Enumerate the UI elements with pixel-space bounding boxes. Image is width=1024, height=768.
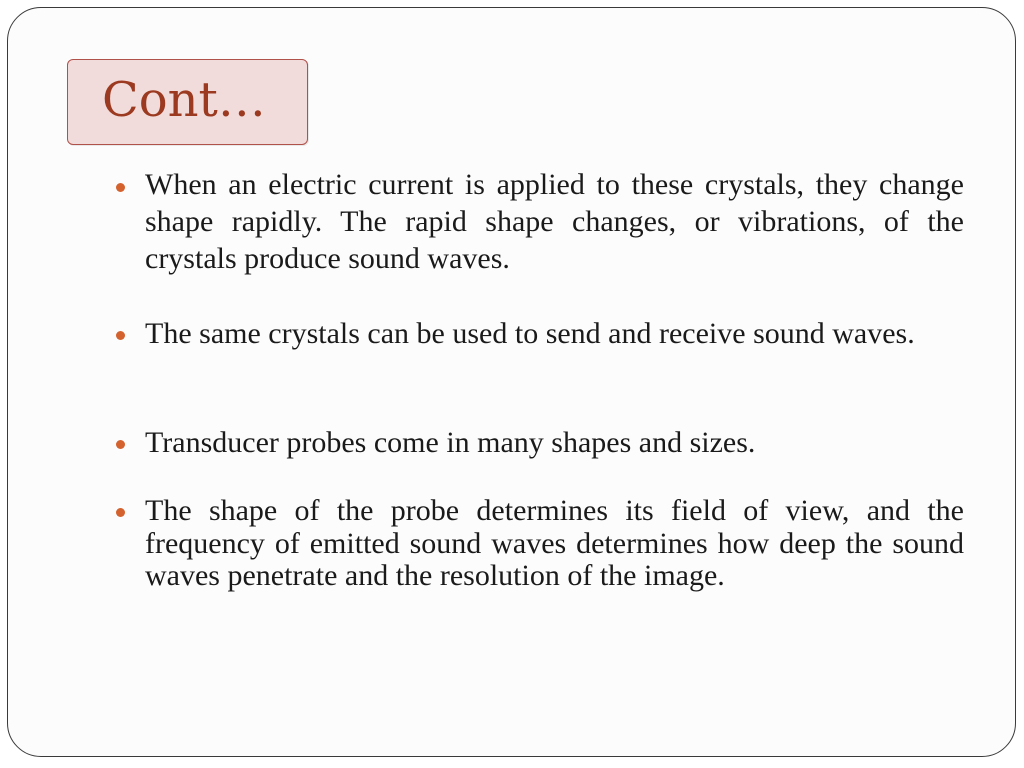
bullet-text: The same crystals can be used to send and receive sound waves. <box>145 317 915 350</box>
bullet-text: Transducer probes come in many shapes and sizes. <box>145 426 756 459</box>
bullet-text: When an electric current is applied to these crystals, they change shape rapidly. The rapid shape changes, or vibrations, of the crystals produce sound waves. <box>145 168 964 275</box>
bullet-dot-icon <box>116 331 125 340</box>
bullet-dot-icon <box>116 508 125 517</box>
bullet-text: The shape of the probe determines its field of view, and the frequency of emitted sound waves determines how deep the sound waves penetrate and the resolution of the image. <box>145 494 964 592</box>
bullet-dot-icon <box>116 440 125 449</box>
slide-title: Cont… <box>102 72 266 128</box>
bullet-dot-icon <box>116 183 125 192</box>
